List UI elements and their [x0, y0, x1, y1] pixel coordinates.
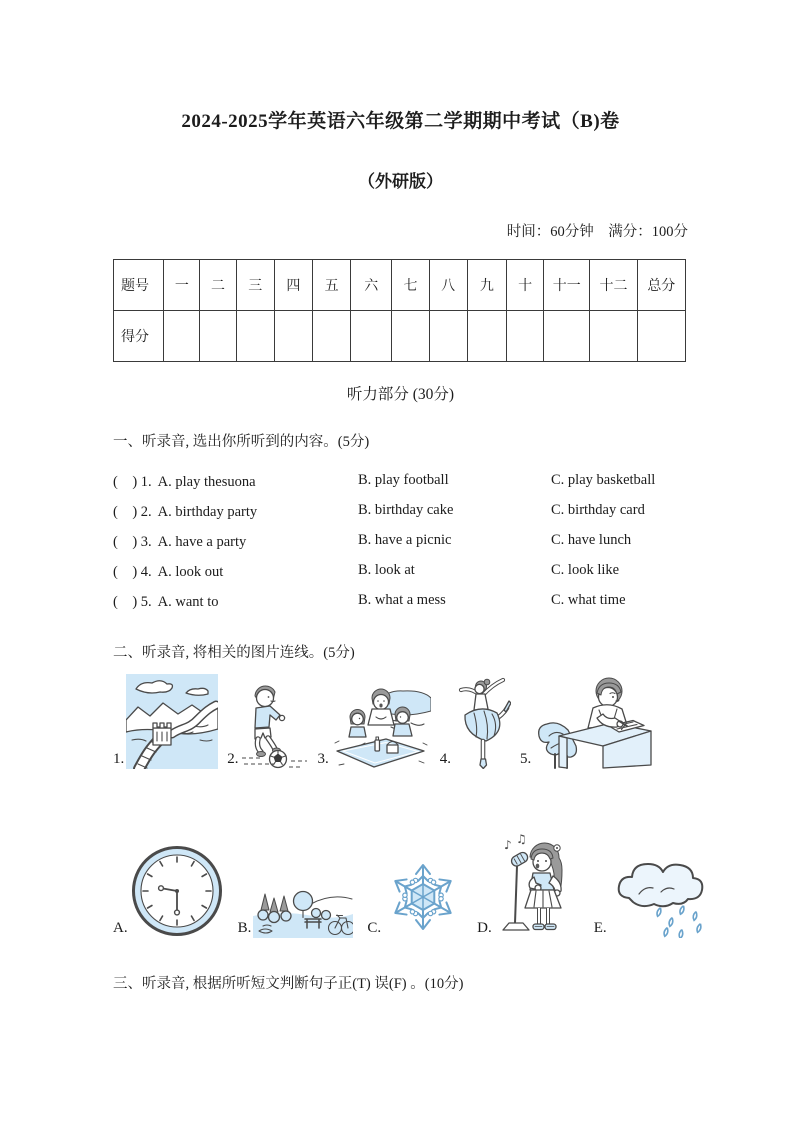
- score-column-header: 七: [392, 260, 429, 311]
- score-column-header: 四: [274, 260, 312, 311]
- score-cell-empty: [164, 311, 200, 362]
- score-column-header: 五: [313, 260, 351, 311]
- match-figures-lettered-row: [113, 833, 688, 938]
- figure-letter-label: A.: [113, 920, 128, 936]
- answer-blank-and-option-a: [113, 500, 358, 521]
- part2-heading: 二、听录音, 将相关的图片连线。(5分): [113, 645, 355, 661]
- option-b: B. what a mess: [358, 591, 446, 608]
- part1-choice-list: [113, 465, 688, 615]
- part3-heading: 三、听录音, 根据所听短文判断句子正(T) 误(F) 。(10分): [113, 976, 464, 992]
- score-cell-empty: [467, 311, 506, 362]
- clock-image: [130, 844, 224, 938]
- ballet-dancer-image: [453, 677, 511, 769]
- score-cell-empty: [200, 311, 236, 362]
- option-b: B. play football: [358, 471, 449, 488]
- figure-letter-label: C.: [367, 920, 382, 936]
- answer-blank: ( ) 3.: [113, 533, 152, 550]
- figure-number-label: 2.: [227, 751, 239, 767]
- family-picnic-image: [331, 681, 431, 769]
- exam-edition: （外研版）: [358, 172, 443, 191]
- score-column-header: 一: [164, 260, 200, 311]
- score-column-header: 八: [429, 260, 467, 311]
- answer-blank-and-option-a: [113, 530, 358, 551]
- score-table: [113, 259, 686, 362]
- boy-playing-football-image: [241, 681, 309, 769]
- figure-letter-label: D.: [477, 920, 492, 936]
- match-figure-3: [318, 681, 431, 769]
- snowflake-image: [383, 853, 463, 938]
- choice-item: [113, 495, 688, 525]
- match-figure-a: [113, 844, 224, 938]
- option-b: B. have a picnic: [358, 531, 452, 548]
- answer-blank-and-option-a: [113, 590, 358, 611]
- option-b: B. birthday cake: [358, 501, 454, 518]
- score-column-header: 十二: [590, 260, 637, 311]
- score-column-header: 六: [351, 260, 392, 311]
- score-column-header: 三: [236, 260, 274, 311]
- exam-title: 2024-2025学年英语六年级第二学期期中考试（B)卷: [181, 111, 620, 132]
- option-c: C. birthday card: [551, 501, 645, 518]
- score-cell-empty: [429, 311, 467, 362]
- figure-number-label: 1.: [113, 751, 125, 767]
- option-b: B. look at: [358, 561, 415, 578]
- figure-number-label: 3.: [317, 751, 329, 767]
- option-a: A. look out: [157, 563, 224, 580]
- figure-number-label: 5.: [520, 751, 532, 767]
- score-table-corner-label: 题号: [114, 260, 164, 311]
- score-cell-empty: [274, 311, 312, 362]
- exam-time-score-info: 时间：60分钟 满分：100分: [506, 224, 688, 240]
- answer-blank-and-option-a: [113, 470, 358, 491]
- score-table-score-row: [114, 311, 686, 362]
- rain-cloud-image: [609, 850, 707, 938]
- music-note-icon: ♪: [503, 838, 512, 852]
- match-figure-5: [520, 674, 653, 769]
- score-table-header-row: [114, 260, 686, 311]
- score-cell-empty: [351, 311, 392, 362]
- option-c: C. play basketball: [551, 471, 656, 488]
- match-figure-2: [227, 681, 308, 769]
- score-cell-empty: [590, 311, 637, 362]
- option-c: C. what time: [551, 591, 626, 608]
- choice-item: [113, 585, 688, 615]
- answer-blank: ( ) 4.: [113, 563, 152, 580]
- score-cell-empty: [544, 311, 590, 362]
- match-figures-numbered-row: [113, 674, 688, 769]
- choice-item: [113, 525, 688, 555]
- figure-letter-label: E.: [593, 920, 607, 936]
- option-a: A. birthday party: [157, 503, 258, 520]
- answer-blank: ( ) 5.: [113, 593, 152, 610]
- answer-blank: ( ) 2.: [113, 503, 152, 520]
- score-column-header: 二: [200, 260, 236, 311]
- girl-singing-image: [494, 833, 580, 938]
- score-column-header: 十一: [544, 260, 590, 311]
- option-c: C. have lunch: [551, 531, 632, 548]
- score-column-header: 九: [467, 260, 506, 311]
- part1-heading: 一、听录音, 选出你所听到的内容。(5分): [113, 434, 370, 450]
- score-cell-empty: [236, 311, 274, 362]
- choice-item: [113, 555, 688, 585]
- choice-item: [113, 465, 688, 495]
- option-a: A. want to: [157, 593, 219, 610]
- score-cell-empty: [637, 311, 685, 362]
- match-figure-d: [477, 833, 580, 938]
- option-a: A. play thesuona: [157, 473, 256, 490]
- match-figure-e: [594, 850, 707, 938]
- match-figure-1: [113, 674, 218, 769]
- great-wall-image: [126, 674, 218, 769]
- park-scene-image: [253, 886, 353, 938]
- exam-page: [113, 0, 688, 993]
- music-note-icon: ♫: [515, 833, 527, 846]
- answer-blank-and-option-a: [113, 560, 358, 581]
- option-a: A. have a party: [157, 533, 247, 550]
- match-figure-c: [367, 853, 463, 938]
- option-c: C. look like: [551, 561, 620, 578]
- score-cell-empty: [313, 311, 351, 362]
- listening-section-title: 听力部分 (30分): [346, 386, 455, 403]
- score-row-label: 得分: [114, 311, 164, 362]
- match-figure-4: [440, 677, 511, 769]
- boy-writing-at-desk-image: [533, 674, 653, 769]
- score-cell-empty: [392, 311, 429, 362]
- score-column-header: 总分: [637, 260, 685, 311]
- figure-number-label: 4.: [439, 751, 451, 767]
- score-column-header: 十: [506, 260, 543, 311]
- figure-letter-label: B.: [237, 920, 252, 936]
- score-cell-empty: [506, 311, 543, 362]
- match-figure-b: [238, 886, 354, 938]
- answer-blank: ( ) 1.: [113, 473, 152, 490]
